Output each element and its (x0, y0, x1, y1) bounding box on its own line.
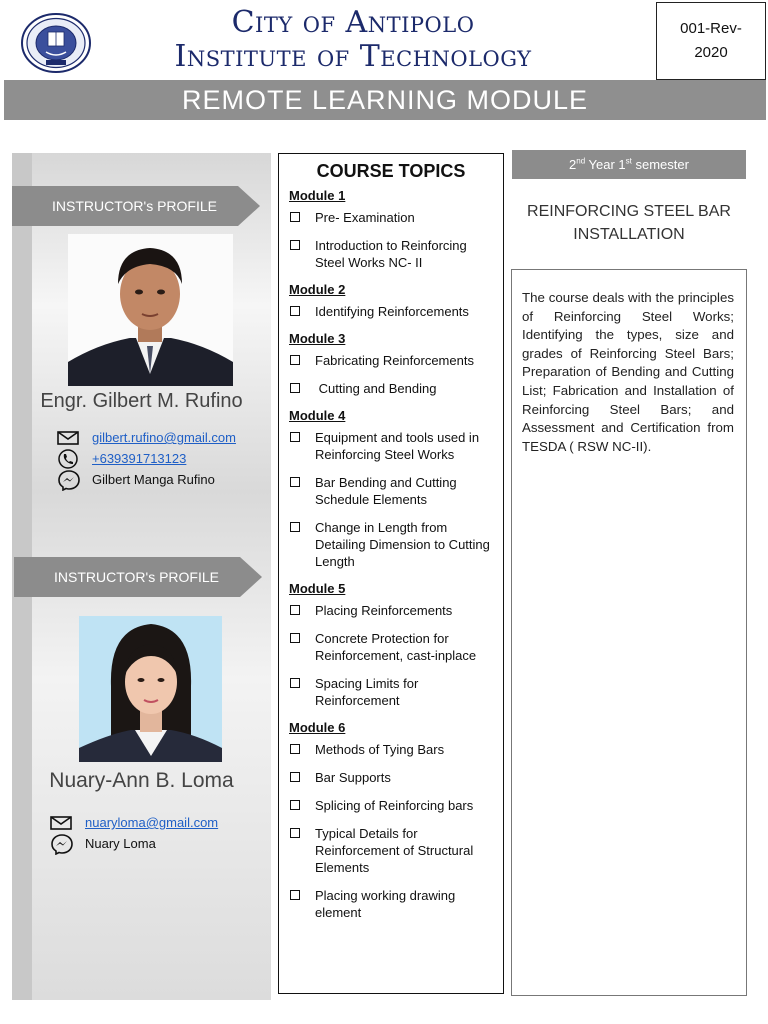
phone-link[interactable]: +639391713123 (92, 451, 187, 466)
topic-item (279, 429, 503, 463)
topic-label: Pre- Examination (315, 210, 415, 225)
phone-icon (57, 448, 83, 469)
topic-item (279, 887, 503, 921)
instructor-contact (57, 427, 236, 490)
course-topics-title: COURSE TOPICS (316, 161, 466, 181)
institution-title-line1: City of Antipolo (231, 5, 475, 40)
topic-label: Splicing of Reinforcing bars (315, 798, 474, 813)
instructor-name: Engr. Gilbert M. Rufino (40, 390, 243, 412)
topic-label: Placing working drawing element (315, 888, 456, 920)
topic-label: Methods of Tying Bars (315, 742, 445, 757)
topic-item (279, 237, 503, 271)
revision-code: 001-Rev- (680, 20, 742, 37)
topic-label: Introduction to Reinforcing Steel Works NC- II (315, 238, 467, 270)
instructor-profile-tag: INSTRUCTOR's PROFILE (12, 186, 238, 226)
topic-item (279, 519, 503, 570)
semester-label (512, 150, 746, 179)
module-heading: Module 4 (289, 408, 346, 423)
topic-label: Equipment and tools used in Reinforcing Steel Works (315, 430, 480, 462)
checkbox-bullet-icon (290, 890, 300, 900)
topic-item (279, 825, 503, 876)
checkbox-bullet-icon (290, 633, 300, 643)
messenger-icon (50, 833, 76, 854)
topic-item (279, 303, 503, 320)
messenger-name: Gilbert Manga Rufino (92, 472, 215, 487)
year-text: Year (585, 157, 619, 172)
messenger-name: Nuary Loma (85, 836, 156, 851)
course-title-line2: INSTALLATION (573, 226, 685, 243)
envelope-icon (50, 812, 76, 833)
revision-year: 2020 (694, 44, 728, 61)
course-topics-panel (278, 153, 504, 994)
checkbox-bullet-icon (290, 477, 300, 487)
module-heading: Module 6 (289, 720, 346, 735)
contact-messenger-row (57, 469, 236, 490)
email-link[interactable]: nuaryloma@gmail.com (85, 815, 219, 830)
checkbox-bullet-icon (290, 212, 300, 222)
topic-item (279, 769, 503, 786)
contact-email-row (50, 812, 218, 833)
document-header (0, 0, 768, 80)
instructor-photo (79, 616, 222, 762)
checkbox-bullet-icon (290, 605, 300, 615)
topic-item (279, 630, 503, 664)
institution-title (118, 6, 588, 74)
school-seal-icon (20, 12, 92, 74)
topic-label: Spacing Limits for Reinforcement (315, 676, 419, 708)
instructor-contact (50, 812, 218, 854)
topic-item (279, 602, 503, 619)
contact-email-row (57, 427, 236, 448)
checkbox-bullet-icon (290, 383, 300, 393)
messenger-icon (57, 469, 83, 490)
topic-label: Typical Details for Reinforcement of Structural Elements (315, 826, 474, 875)
email-link[interactable]: gilbert.rufino@gmail.com (92, 430, 236, 445)
checkbox-bullet-icon (290, 828, 300, 838)
module-heading: Module 2 (289, 282, 346, 297)
checkbox-bullet-icon (290, 432, 300, 442)
topic-label: Cutting and Bending (315, 381, 437, 396)
envelope-icon (57, 427, 83, 448)
instructor-name: Nuary-Ann B. Loma (49, 769, 234, 792)
topic-item (279, 352, 503, 369)
revision-box (656, 2, 766, 80)
checkbox-bullet-icon (290, 355, 300, 365)
checkbox-bullet-icon (290, 678, 300, 688)
semester-number: 1 (618, 157, 626, 172)
year-suffix: nd (576, 156, 586, 166)
checkbox-bullet-icon (290, 744, 300, 754)
module-heading: Module 3 (289, 331, 346, 346)
module-heading: Module 1 (289, 188, 346, 203)
module-banner: REMOTE LEARNING MODULE (4, 80, 766, 120)
checkbox-bullet-icon (290, 800, 300, 810)
instructor-profile-tag: INSTRUCTOR's PROFILE (14, 557, 240, 597)
topic-label: Change in Length from Detailing Dimension to Cutting Length (315, 520, 490, 569)
topic-item (279, 797, 503, 814)
topic-item (279, 741, 503, 758)
course-description: The course deals with the principles of Reinforcing Steel Works; Identifying the types, size and grades of Reinforcing Steel Bars; Preparation of Bending and Cutting List; Fabrication and Installation of Reinforcing Steel Bars; and Assessment and Certification from TESDA ( RSW NC-II). (522, 290, 734, 454)
checkbox-bullet-icon (290, 240, 300, 250)
year-number: 2 (569, 157, 577, 172)
topic-item (279, 380, 503, 397)
semester-text: semester (631, 157, 689, 172)
topic-item (279, 209, 503, 226)
course-description-box (511, 269, 747, 996)
topic-label: Placing Reinforcements (315, 603, 453, 618)
institution-title-line2: Institute of Technology (174, 39, 532, 74)
contact-phone-row (57, 448, 236, 469)
topic-label: Concrete Protection for Reinforcement, cast-inplace (315, 631, 477, 663)
checkbox-bullet-icon (290, 306, 300, 316)
course-title-line1: REINFORCING STEEL BAR (527, 203, 731, 220)
module-heading: Module 5 (289, 581, 346, 596)
checkbox-bullet-icon (290, 522, 300, 532)
instructor-photo (68, 234, 233, 386)
topic-label: Identifying Reinforcements (315, 304, 469, 319)
semester-suffix: st (625, 156, 632, 166)
checkbox-bullet-icon (290, 772, 300, 782)
contact-messenger-row (50, 833, 218, 854)
course-title (512, 200, 746, 246)
topic-item (279, 474, 503, 508)
topic-label: Bar Supports (315, 770, 391, 785)
topic-item (279, 675, 503, 709)
topic-label: Bar Bending and Cutting Schedule Elements (315, 475, 457, 507)
topic-label: Fabricating Reinforcements (315, 353, 474, 368)
